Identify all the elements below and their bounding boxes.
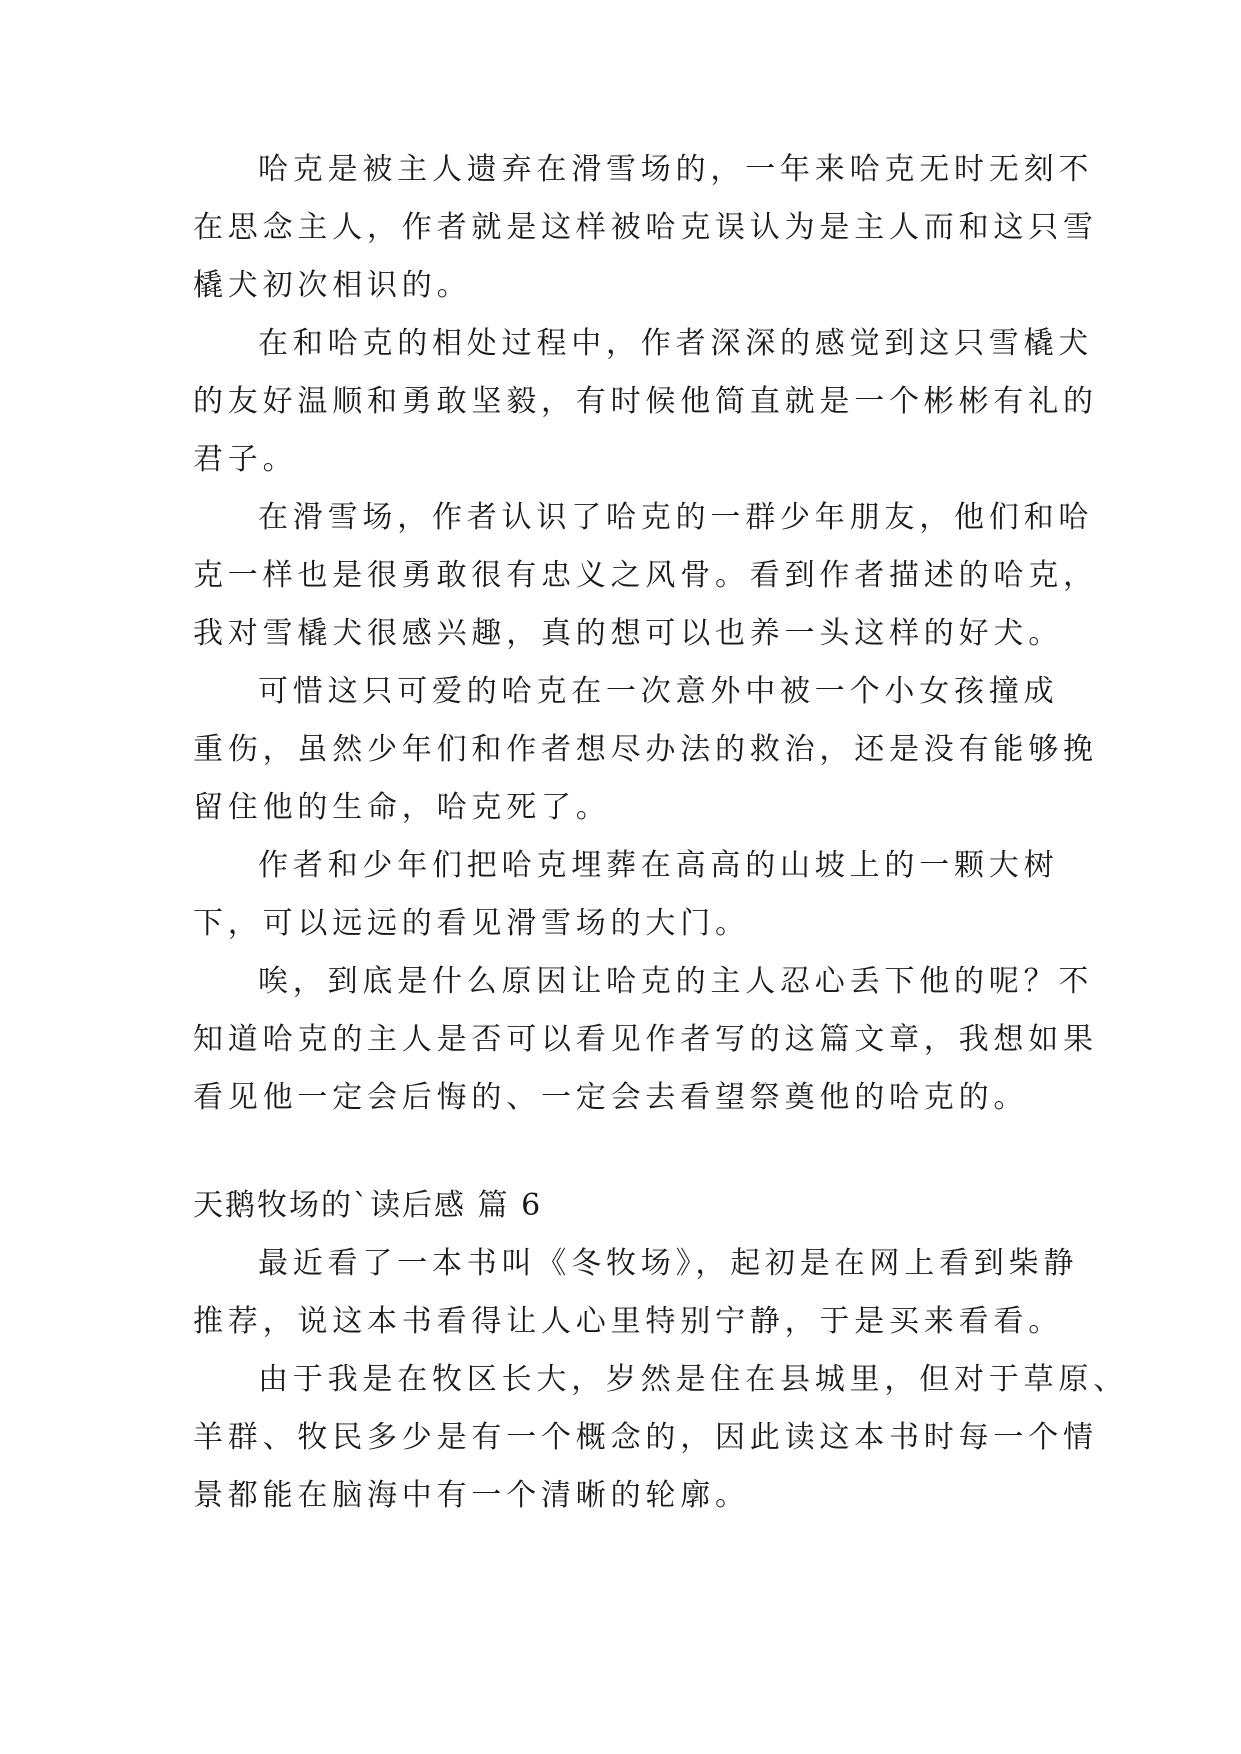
paragraph-2-line-2: 的友好温顺和勇敢坚毅，有时候他简直就是一个彬彬有礼的 <box>193 384 1098 419</box>
paragraph-3-line-3: 我对雪橇犬很感兴趣，真的想可以也养一头这样的好犬。 <box>193 616 1063 651</box>
paragraph-1-line-3: 橇犬初次相识的。 <box>193 268 472 303</box>
paragraph-6-line-1: 唉，到底是什么原因让哈克的主人忍心丢下他的呢？不 <box>258 964 1094 999</box>
paragraph-2-line-3: 君子。 <box>193 442 298 477</box>
paragraph-7-line-2: 推荐，说这本书看得让人心里特别宁静，于是买来看看。 <box>193 1304 1063 1339</box>
paragraph-5-line-2: 下，可以远远的看见滑雪场的大门。 <box>193 906 750 941</box>
paragraph-6-line-2: 知道哈克的主人是否可以看见作者写的这篇文章，我想如果 <box>193 1022 1098 1057</box>
paragraph-3-line-2: 克一样也是很勇敢很有忠义之风骨。看到作者描述的哈克， <box>193 558 1098 593</box>
paragraph-3-line-1: 在滑雪场，作者认识了哈克的一群少年朋友，他们和哈 <box>258 500 1094 535</box>
paragraph-1-line-1: 哈克是被主人遗弃在滑雪场的，一年来哈克无时无刻不 <box>258 152 1094 187</box>
paragraph-4-line-1: 可惜这只可爱的哈克在一次意外中被一个小女孩撞成 <box>258 674 1059 709</box>
section-heading: 天鹅牧场的`读后感 篇 6 <box>193 1188 543 1223</box>
paragraph-2-line-1: 在和哈克的相处过程中，作者深深的感觉到这只雪橇犬 <box>258 326 1094 361</box>
paragraph-5-line-1: 作者和少年们把哈克埋葬在高高的山坡上的一颗大树 <box>258 848 1059 883</box>
paragraph-7-line-1: 最近看了一本书叫《冬牧场》，起初是在网上看到柴静 <box>258 1246 1079 1281</box>
paragraph-8-line-3: 景都能在脑海中有一个清晰的轮廓。 <box>193 1478 750 1513</box>
paragraph-8-line-2: 羊群、牧民多少是有一个概念的，因此读这本书时每一个情 <box>193 1420 1098 1455</box>
paragraph-6-line-3: 看见他一定会后悔的、一定会去看望祭奠他的哈克的。 <box>193 1080 1029 1115</box>
paragraph-4-line-2: 重伤，虽然少年们和作者想尽办法的救治，还是没有能够挽 <box>193 732 1098 767</box>
paragraph-4-line-3: 留住他的生命，哈克死了。 <box>193 790 611 825</box>
paragraph-8-line-1: 由于我是在牧区长大，岁然是住在县城里，但对于草原、 <box>258 1362 1128 1397</box>
paragraph-1-line-2: 在思念主人，作者就是这样被哈克误认为是主人而和这只雪 <box>193 210 1098 245</box>
